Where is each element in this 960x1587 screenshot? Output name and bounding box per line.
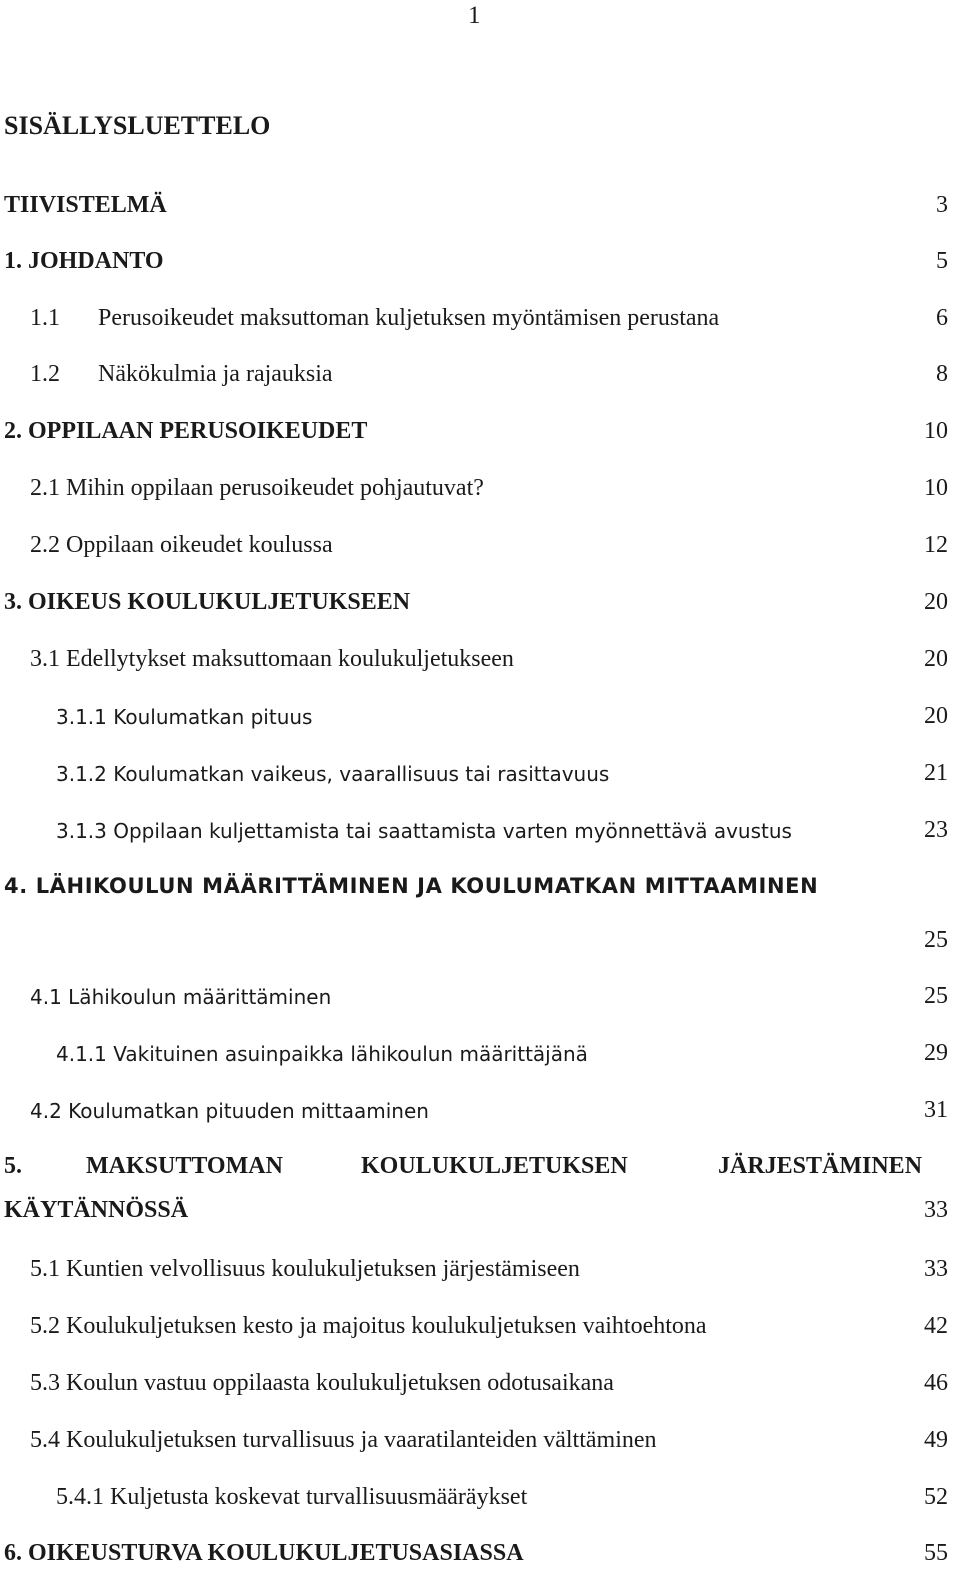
toc-entry-label: 3.1 Edellytykset maksuttomaan koulukuljetukseen xyxy=(30,646,514,672)
toc-entry-label: 1. JOHDANTO xyxy=(4,248,164,274)
toc-entry-4-1[interactable] xyxy=(0,983,960,1017)
toc-entry-page: 55 xyxy=(924,1540,948,1566)
toc-entry-label: Näkökulmia ja rajauksia xyxy=(98,361,333,387)
toc-entry-4-2[interactable] xyxy=(0,1097,960,1131)
toc-entry-page: 33 xyxy=(924,1197,948,1223)
toc-entry-page: 3 xyxy=(936,192,948,218)
toc-entry-label: 5.1 Kuntien velvollisuus koulukuljetuksen järjestämiseen xyxy=(30,1256,580,1282)
toc-entry-label: 5.2 Koulukuljetuksen kesto ja majoitus koulukuljetuksen vaihtoehtona xyxy=(30,1313,707,1339)
toc-entry-page: 20 xyxy=(924,646,948,672)
toc-entry-number: 5. xyxy=(4,1153,22,1179)
toc-entry-3-1-3[interactable] xyxy=(0,817,960,851)
toc-entry-5-1[interactable] xyxy=(0,1256,960,1290)
toc-entry-page: 10 xyxy=(924,475,948,501)
toc-entry-5-4-1[interactable] xyxy=(0,1484,960,1518)
toc-entry-page: 21 xyxy=(924,760,948,786)
toc-entry-label: 4. LÄHIKOULUN MÄÄRITTÄMINEN JA KOULUMATKAN MITTAAMINEN xyxy=(4,874,819,898)
toc-entry-label: 3. OIKEUS KOULUKULJETUKSEEN xyxy=(4,589,411,615)
toc-entry-page: 31 xyxy=(924,1097,948,1123)
toc-entry-page: 6 xyxy=(936,305,948,331)
toc-entry-label: 6. OIKEUSTURVA KOULUKULJETUSASIASSA xyxy=(4,1540,524,1566)
toc-entry-label: 4.2 Koulumatkan pituuden mittaaminen xyxy=(30,1099,429,1123)
toc-entry-5-2[interactable] xyxy=(0,1313,960,1347)
toc-entry-johdanto[interactable] xyxy=(0,248,960,282)
toc-entry-label: 2.2 Oppilaan oikeudet koulussa xyxy=(30,532,333,558)
toc-entry-page: 49 xyxy=(924,1427,948,1453)
toc-entry-label: 5.4 Koulukuljetuksen turvallisuus ja vaaratilanteiden välttäminen xyxy=(30,1427,657,1453)
toc-entry-page: 46 xyxy=(924,1370,948,1396)
toc-entry-page: 42 xyxy=(924,1313,948,1339)
toc-entry-6[interactable] xyxy=(0,1540,960,1574)
toc-entry-page: 52 xyxy=(924,1484,948,1510)
toc-entry-5-4[interactable] xyxy=(0,1427,960,1461)
toc-entry-page: 29 xyxy=(924,1040,948,1066)
toc-entry-label: 5.3 Koulun vastuu oppilaasta koulukuljetuksen odotusaikana xyxy=(30,1370,614,1396)
toc-entry-2-2[interactable] xyxy=(0,532,960,566)
toc-entry-page: 20 xyxy=(924,703,948,729)
toc-entry-1-1[interactable] xyxy=(0,305,960,339)
toc-entry-label: 5.4.1 Kuljetusta koskevat turvallisuusmääräykset xyxy=(56,1484,528,1510)
page-number: 1 xyxy=(468,2,481,29)
toc-entry-page: 8 xyxy=(936,361,948,387)
toc-entry-label: 3.1.2 Koulumatkan vaikeus, vaarallisuus tai rasittavuus xyxy=(56,762,610,786)
toc-entry-number: 1.1 xyxy=(30,305,60,331)
toc-entry-label-part: MAKSUTTOMAN xyxy=(86,1153,283,1179)
toc-entry-1-2[interactable] xyxy=(0,361,960,395)
toc-entry-page: 12 xyxy=(924,532,948,558)
toc-entry-label: 3.1.3 Oppilaan kuljettamista tai saattamista varten myönnettävä avustus xyxy=(56,819,792,843)
toc-entry-label: 3.1.1 Koulumatkan pituus xyxy=(56,705,313,729)
toc-entry-label-part: JÄRJESTÄMINEN xyxy=(718,1153,923,1179)
toc-entry-4-1-1[interactable] xyxy=(0,1040,960,1074)
toc-entry-label: 4.1.1 Vakituinen asuinpaikka lähikoulun määrittäjänä xyxy=(56,1042,588,1066)
toc-entry-3-1-1[interactable] xyxy=(0,703,960,737)
toc-entry-label-part: KÄYTÄNNÖSSÄ xyxy=(4,1197,189,1223)
toc-entry-label: TIIVISTELMÄ xyxy=(4,192,167,218)
toc-entry-2[interactable] xyxy=(0,418,960,452)
toc-entry-label: Perusoikeudet maksuttoman kuljetuksen myöntämisen perustana xyxy=(98,305,720,331)
toc-entry-page: 23 xyxy=(924,817,948,843)
toc-entry-3-1[interactable] xyxy=(0,646,960,680)
toc-entry-3-1-2[interactable] xyxy=(0,760,960,794)
toc-entry-page: 33 xyxy=(924,1256,948,1282)
toc-entry-tiivistelma[interactable] xyxy=(0,192,960,226)
toc-entry-3[interactable] xyxy=(0,589,960,623)
toc-entry-label: 2.1 Mihin oppilaan perusoikeudet pohjautuvat? xyxy=(30,475,484,501)
toc-entry-page: 20 xyxy=(924,589,948,615)
toc-entry-page: 25 xyxy=(924,983,948,1009)
toc-entry-page: 5 xyxy=(936,248,948,274)
toc-entry-page: 10 xyxy=(924,418,948,444)
toc-entry-label: 4.1 Lähikoulun määrittäminen xyxy=(30,985,332,1009)
toc-entry-4[interactable] xyxy=(0,873,960,953)
toc-entry-number: 1.2 xyxy=(30,361,60,387)
toc-entry-label-part: KOULUKULJETUKSEN xyxy=(361,1153,628,1179)
toc-entry-label: 2. OPPILAAN PERUSOIKEUDET xyxy=(4,418,368,444)
page-title: SISÄLLYSLUETTELO xyxy=(4,111,271,140)
toc-entry-2-1[interactable] xyxy=(0,475,960,509)
toc-entry-5-3[interactable] xyxy=(0,1370,960,1404)
toc-entry-5[interactable] xyxy=(0,1153,960,1233)
toc-entry-page: 25 xyxy=(924,927,948,953)
